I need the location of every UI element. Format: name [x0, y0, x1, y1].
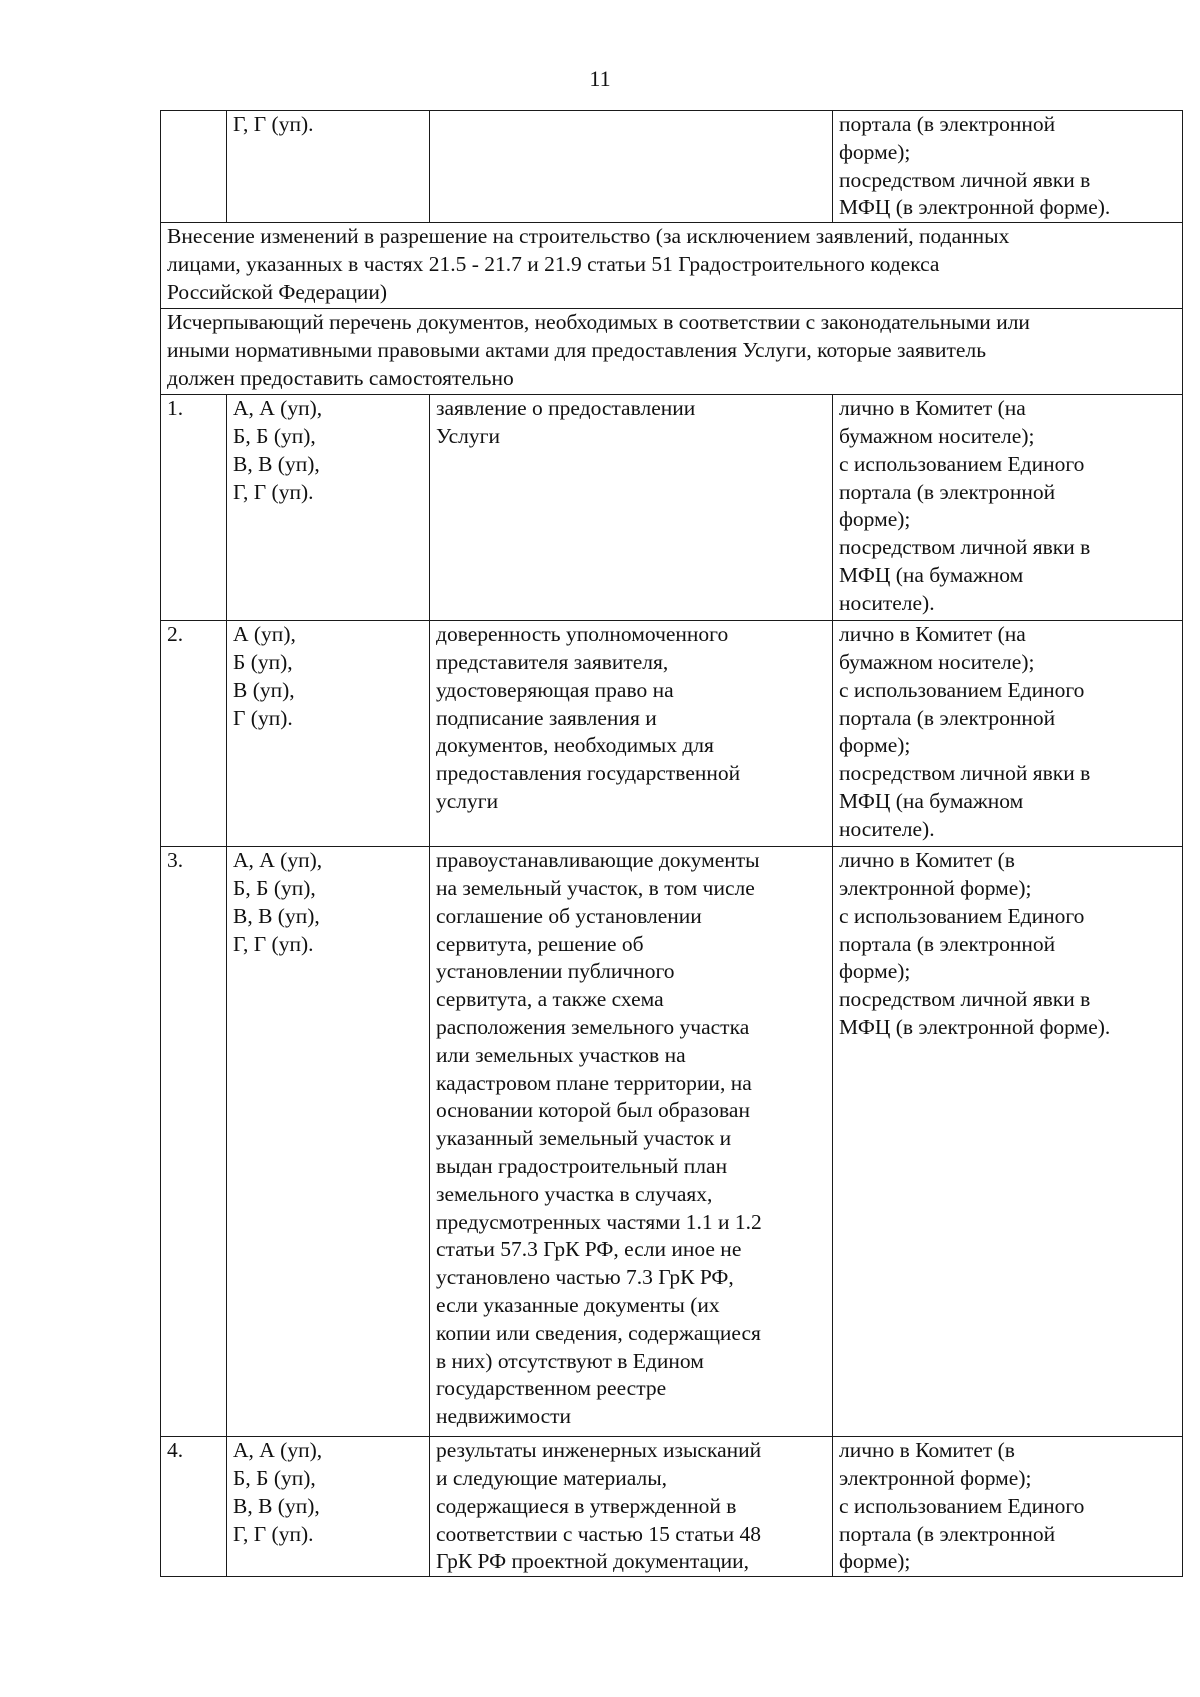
heading-line: Российской Федерации) — [167, 279, 388, 304]
description-line: представителя заявителя, — [436, 649, 669, 674]
description-line: выдан градостроительный план — [436, 1153, 728, 1178]
method-line: МФЦ (в электронной форме). — [839, 195, 1111, 220]
continuation-row — [161, 111, 1183, 223]
description-line: сервитута, а также схема — [436, 987, 664, 1012]
description-line: и следующие материалы, — [436, 1465, 668, 1490]
document-cell — [430, 1437, 833, 1577]
description-line: ГрК РФ проектной документации, — [436, 1549, 750, 1574]
method-line: посредством личной явки в — [839, 535, 1091, 560]
description-line: содержащиеся в утвержденной в — [436, 1493, 737, 1518]
group-line: Б (уп), — [233, 649, 293, 674]
description-line: удостоверяющая право на — [436, 677, 674, 702]
method-line: портала (в электронной — [839, 705, 1056, 730]
method-line: с использованием Единого — [839, 1493, 1085, 1518]
method-line: портала (в электронной — [839, 112, 1056, 136]
row-number: 4. — [161, 1437, 227, 1577]
method-line: носителе). — [839, 816, 935, 841]
method-line: форме); — [839, 507, 911, 532]
table-row — [161, 1437, 1183, 1577]
documents-table — [160, 110, 1183, 1577]
method-line: посредством личной явки в — [839, 167, 1091, 192]
heading-line: иными нормативными правовыми актами для предоставления Услуги, которые заявитель — [167, 337, 987, 362]
row-number: 1. — [161, 395, 227, 621]
method-line: с использованием Единого — [839, 677, 1085, 702]
method-line: портала (в электронной — [839, 1521, 1056, 1546]
description-line: предоставления государственной — [436, 761, 741, 786]
description-line: установлении публичного — [436, 959, 675, 984]
method-line: портала (в электронной — [839, 479, 1056, 504]
method-line: бумажном носителе); — [839, 649, 1035, 674]
group-line: Г (уп). — [233, 705, 293, 730]
subsection-heading-row — [161, 309, 1183, 395]
group-line: Г, Г (уп). — [233, 1521, 314, 1546]
group-line: А, А (уп), — [233, 1438, 323, 1463]
submission-methods-cell — [833, 1437, 1183, 1577]
description-line: статьи 57.3 ГрК РФ, если иное не — [436, 1237, 742, 1262]
method-line: лично в Комитет (на — [839, 622, 1026, 647]
method-line: посредством личной явки в — [839, 761, 1091, 786]
description-line: указанный земельный участок и — [436, 1126, 732, 1151]
method-line: электронной форме); — [839, 875, 1032, 900]
group-line: Г, Г (уп). — [233, 479, 314, 504]
heading-line: Исчерпывающий перечень документов, необходимых в соответствии с законодательными или — [167, 310, 1030, 335]
document-cell — [430, 621, 833, 847]
submission-methods-cell — [833, 111, 1183, 223]
group-line: В, В (уп), — [233, 451, 320, 476]
description-line: на земельный участок, в том числе — [436, 875, 755, 900]
description-line: недвижимости — [436, 1404, 572, 1429]
description-line: установлено частью 7.3 ГрК РФ, — [436, 1265, 734, 1290]
submission-methods-cell — [833, 621, 1183, 847]
description-line: кадастровом плане территории, на — [436, 1070, 752, 1095]
method-line: МФЦ (на бумажном — [839, 562, 1024, 587]
method-line: МФЦ (на бумажном — [839, 788, 1024, 813]
heading-line: должен предоставить самостоятельно — [167, 365, 514, 390]
description-line: земельного участка в случаях, — [436, 1181, 713, 1206]
subsection-heading — [161, 309, 1183, 395]
description-line: если указанные документы (их — [436, 1292, 720, 1317]
method-line: форме); — [839, 139, 911, 164]
method-line: бумажном носителе); — [839, 423, 1035, 448]
group-line: Б, Б (уп), — [233, 1465, 316, 1490]
row-number: 3. — [161, 847, 227, 1437]
group-line: В, В (уп), — [233, 1493, 320, 1518]
page-number: 11 — [589, 66, 611, 91]
section-heading-row — [161, 223, 1183, 309]
method-line: носителе). — [839, 590, 935, 615]
description-line: заявление о предоставлении — [436, 396, 696, 421]
document-cell — [430, 111, 833, 223]
description-line: услуги — [436, 788, 499, 813]
applicant-groups-cell — [227, 1437, 430, 1577]
description-line: соответствии с частью 15 статьи 48 — [436, 1521, 761, 1546]
description-line: государственном реестре — [436, 1376, 667, 1401]
description-line: правоустанавливающие документы — [436, 848, 760, 873]
method-line: посредством личной явки в — [839, 987, 1091, 1012]
group-line: А, А (уп), — [233, 396, 323, 421]
method-line: электронной форме); — [839, 1465, 1032, 1490]
applicant-groups-cell — [227, 621, 430, 847]
group-line: Г, Г (уп). — [233, 112, 314, 136]
group-line: В (уп), — [233, 677, 295, 702]
description-line: предусмотренных частями 1.1 и 1.2 — [436, 1209, 762, 1234]
description-line: в них) отсутствуют в Едином — [436, 1348, 704, 1373]
method-line: с использованием Единого — [839, 903, 1085, 928]
description-line: результаты инженерных изысканий — [436, 1438, 762, 1463]
group-line: В, В (уп), — [233, 903, 320, 928]
description-line: подписание заявления и — [436, 705, 657, 730]
applicant-groups-cell — [227, 847, 430, 1437]
group-line: А (уп), — [233, 622, 296, 647]
applicant-groups-cell — [227, 111, 430, 223]
method-line: форме); — [839, 959, 911, 984]
table-row — [161, 847, 1183, 1437]
description-line: Услуги — [436, 423, 500, 448]
method-line: форме); — [839, 1549, 911, 1574]
description-line: соглашение об установлении — [436, 903, 702, 928]
group-line: Г, Г (уп). — [233, 931, 314, 956]
submission-methods-cell — [833, 847, 1183, 1437]
group-line: Б, Б (уп), — [233, 423, 316, 448]
description-line: сервитута, решение об — [436, 931, 644, 956]
description-line: или земельных участков на — [436, 1042, 686, 1067]
method-line: с использованием Единого — [839, 451, 1085, 476]
method-line: форме); — [839, 733, 911, 758]
table-row — [161, 621, 1183, 847]
method-line: МФЦ (в электронной форме). — [839, 1014, 1111, 1039]
method-line: лично в Комитет (в — [839, 1438, 1015, 1463]
table-row — [161, 395, 1183, 621]
section-heading — [161, 223, 1183, 309]
description-line: документов, необходимых для — [436, 733, 714, 758]
description-line: доверенность уполномоченного — [436, 622, 729, 647]
document-cell — [430, 847, 833, 1437]
heading-line: Внесение изменений в разрешение на строительство (за исключением заявлений, поданных — [167, 224, 1010, 249]
description-line: копии или сведения, содержащиеся — [436, 1320, 761, 1345]
group-line: Б, Б (уп), — [233, 875, 316, 900]
document-cell — [430, 395, 833, 621]
method-line: лично в Комитет (в — [839, 848, 1015, 873]
description-line: основании которой был образован — [436, 1098, 750, 1123]
heading-line: лицами, указанных в частях 21.5 - 21.7 и 21.9 статьи 51 Градостроительного кодекса — [167, 251, 940, 276]
group-line: А, А (уп), — [233, 848, 323, 873]
num-cell — [161, 111, 227, 223]
applicant-groups-cell — [227, 395, 430, 621]
method-line: лично в Комитет (на — [839, 396, 1026, 421]
method-line: портала (в электронной — [839, 931, 1056, 956]
row-number: 2. — [161, 621, 227, 847]
description-line: расположения земельного участка — [436, 1014, 750, 1039]
submission-methods-cell — [833, 395, 1183, 621]
